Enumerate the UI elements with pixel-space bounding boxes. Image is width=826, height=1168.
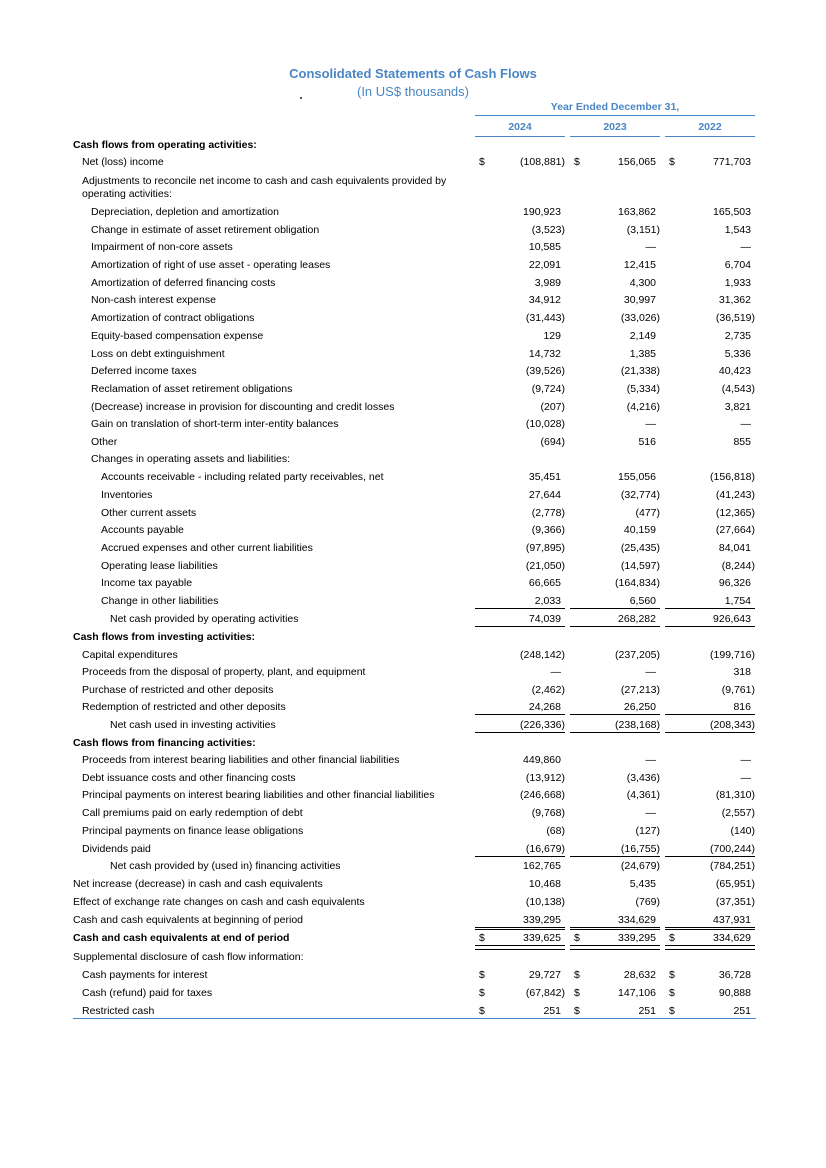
currency-symbol: $ bbox=[574, 969, 580, 981]
row-label: Cash and cash equivalents at end of period bbox=[73, 932, 290, 944]
value-cell: (41,243) bbox=[715, 489, 755, 501]
value-cell: 2,033 bbox=[534, 595, 561, 607]
value-cell: 10,468 bbox=[528, 878, 561, 890]
value-cell: (33,026) bbox=[620, 312, 660, 324]
row-label: Cash and cash equivalents at beginning of period bbox=[73, 914, 303, 926]
row-label: Change in estimate of asset retirement obligation bbox=[91, 224, 320, 236]
subtotal-rule bbox=[570, 626, 660, 627]
statement-title: Consolidated Statements of Cash Flows bbox=[289, 66, 537, 81]
value-cell: (2,462) bbox=[531, 684, 565, 696]
value-cell: (21,338) bbox=[620, 365, 660, 377]
value-cell: 334,629 bbox=[618, 914, 656, 926]
currency-symbol: $ bbox=[669, 1005, 675, 1017]
value-cell: (784,251) bbox=[710, 860, 755, 872]
row-label: Net cash used in investing activities bbox=[110, 719, 276, 731]
value-cell: 3,989 bbox=[534, 277, 561, 289]
value-cell: 90,888 bbox=[718, 987, 751, 999]
value-cell: (97,895) bbox=[525, 542, 565, 554]
currency-symbol: $ bbox=[479, 969, 485, 981]
currency-symbol: $ bbox=[574, 156, 580, 168]
total-double-rule bbox=[570, 945, 660, 950]
value-cell: (14,597) bbox=[620, 560, 660, 572]
statement-subtitle: (In US$ thousands) bbox=[356, 84, 469, 99]
total-top-rule bbox=[570, 929, 660, 930]
value-cell: 163,862 bbox=[618, 206, 656, 218]
row-label: Purchase of restricted and other deposits bbox=[82, 684, 274, 696]
total-top-rule bbox=[665, 929, 755, 930]
row-label: Amortization of deferred financing costs bbox=[91, 277, 276, 289]
currency-symbol: $ bbox=[574, 932, 580, 944]
value-cell: 74,039 bbox=[528, 613, 561, 625]
row-label: Accrued expenses and other current liabilities bbox=[101, 542, 313, 554]
row-label: Impairment of non-core assets bbox=[91, 241, 233, 253]
value-cell: 24,268 bbox=[528, 701, 561, 713]
row-label: Principal payments on finance lease obligations bbox=[82, 825, 304, 837]
year-header-2023: 2023 bbox=[603, 121, 627, 133]
row-label: Accounts receivable - including related party receivables, net bbox=[101, 471, 384, 483]
row-label: Reclamation of asset retirement obligations bbox=[91, 383, 293, 395]
row-label: Cash payments for interest bbox=[82, 969, 208, 981]
subtotal-rule bbox=[475, 714, 565, 715]
row-label: Other current assets bbox=[101, 507, 197, 519]
value-cell: 449,860 bbox=[523, 754, 561, 766]
value-cell: 36,728 bbox=[718, 969, 751, 981]
value-cell: — bbox=[740, 418, 751, 430]
value-cell: 35,451 bbox=[528, 471, 561, 483]
value-cell: 66,665 bbox=[528, 577, 561, 589]
subtotal-rule bbox=[475, 856, 565, 857]
row-label: Restricted cash bbox=[82, 1005, 155, 1017]
value-cell: — bbox=[645, 666, 656, 678]
currency-symbol: $ bbox=[669, 156, 675, 168]
value-cell: 437,931 bbox=[713, 914, 751, 926]
value-cell: 3,821 bbox=[724, 401, 751, 413]
value-cell: (2,557) bbox=[721, 807, 755, 819]
value-cell: 165,503 bbox=[713, 206, 751, 218]
value-cell: 6,704 bbox=[724, 259, 751, 271]
row-label: Capital expenditures bbox=[82, 649, 178, 661]
value-cell: (8,244) bbox=[721, 560, 755, 572]
value-cell: (248,142) bbox=[520, 649, 565, 661]
value-cell: — bbox=[740, 241, 751, 253]
subtotal-rule bbox=[570, 856, 660, 857]
subtotal-rule bbox=[665, 626, 755, 627]
value-cell: (9,366) bbox=[531, 524, 565, 536]
value-cell: (127) bbox=[635, 825, 660, 837]
value-cell: (5,334) bbox=[626, 383, 660, 395]
value-cell: 251 bbox=[733, 1005, 751, 1017]
value-cell: (3,151) bbox=[626, 224, 660, 236]
value-cell: 40,159 bbox=[623, 524, 656, 536]
row-label: Dividends paid bbox=[82, 843, 151, 855]
value-cell: (156,818) bbox=[710, 471, 755, 483]
value-cell: 14,732 bbox=[528, 348, 561, 360]
value-cell: (9,768) bbox=[531, 807, 565, 819]
value-cell: — bbox=[645, 754, 656, 766]
subtotal-rule bbox=[475, 927, 565, 928]
total-double-rule bbox=[475, 945, 565, 950]
value-cell: — bbox=[550, 666, 561, 678]
currency-symbol: $ bbox=[479, 987, 485, 999]
value-cell: (477) bbox=[635, 507, 660, 519]
value-cell: 339,295 bbox=[523, 914, 561, 926]
subtotal-rule bbox=[665, 927, 755, 928]
row-label: Net cash provided by (used in) financing activities bbox=[110, 860, 341, 872]
value-cell: 251 bbox=[638, 1005, 656, 1017]
subtotal-rule bbox=[665, 732, 755, 733]
subtotal-rule bbox=[475, 626, 565, 627]
row-label: Changes in operating assets and liabilities: bbox=[91, 453, 291, 465]
value-cell: — bbox=[645, 418, 656, 430]
value-cell: (207) bbox=[540, 401, 565, 413]
value-cell: (246,668) bbox=[520, 789, 565, 801]
currency-symbol: $ bbox=[479, 932, 485, 944]
row-label: Amortization of contract obligations bbox=[91, 312, 255, 324]
table-bottom-rule bbox=[73, 1018, 756, 1019]
value-cell: 34,912 bbox=[528, 294, 561, 306]
value-cell: 27,644 bbox=[528, 489, 561, 501]
row-label: Gain on translation of short-term inter-entity balances bbox=[91, 418, 339, 430]
subtotal-rule bbox=[475, 732, 565, 733]
total-double-rule bbox=[665, 945, 755, 950]
value-cell: 339,625 bbox=[523, 932, 561, 944]
row-label: Debt issuance costs and other financing costs bbox=[82, 772, 296, 784]
value-cell: (65,951) bbox=[715, 878, 755, 890]
value-cell: (12,365) bbox=[715, 507, 755, 519]
row-label: Change in other liabilities bbox=[101, 595, 219, 607]
value-cell: (9,724) bbox=[531, 383, 565, 395]
value-cell: (140) bbox=[730, 825, 755, 837]
row-label: Non-cash interest expense bbox=[91, 294, 216, 306]
subtotal-rule bbox=[665, 608, 755, 609]
value-cell: 162,765 bbox=[523, 860, 561, 872]
subtotal-rule bbox=[665, 856, 755, 857]
row-label: Other bbox=[91, 436, 118, 448]
currency-symbol: $ bbox=[574, 1005, 580, 1017]
row-label: Equity-based compensation expense bbox=[91, 330, 264, 342]
row-label: Inventories bbox=[101, 489, 153, 501]
row-label: Effect of exchange rate changes on cash and cash equivalents bbox=[73, 896, 365, 908]
value-cell: 31,362 bbox=[718, 294, 751, 306]
row-label: Cash (refund) paid for taxes bbox=[82, 987, 213, 999]
subtotal-rule bbox=[570, 714, 660, 715]
row-label: Net (loss) income bbox=[82, 156, 164, 168]
row-label: Depreciation, depletion and amortization bbox=[91, 206, 279, 218]
value-cell: 2,735 bbox=[724, 330, 751, 342]
row-label: Proceeds from the disposal of property, plant, and equipment bbox=[82, 666, 366, 678]
value-cell: (4,543) bbox=[721, 383, 755, 395]
currency-symbol: $ bbox=[574, 987, 580, 999]
value-cell: (27,213) bbox=[620, 684, 660, 696]
row-label: Redemption of restricted and other deposits bbox=[82, 701, 286, 713]
currency-symbol: $ bbox=[669, 969, 675, 981]
value-cell: 29,727 bbox=[528, 969, 561, 981]
value-cell: 1,543 bbox=[724, 224, 751, 236]
value-cell: 190,923 bbox=[523, 206, 561, 218]
subtotal-rule bbox=[475, 608, 565, 609]
period-header: Year Ended December 31, bbox=[550, 101, 680, 113]
total-top-rule bbox=[475, 929, 565, 930]
row-label: Net cash provided by operating activities bbox=[110, 613, 299, 625]
value-cell: (3,523) bbox=[531, 224, 565, 236]
year-header-2022: 2022 bbox=[698, 121, 722, 133]
value-cell: 516 bbox=[638, 436, 656, 448]
value-cell: 251 bbox=[543, 1005, 561, 1017]
value-cell: 855 bbox=[733, 436, 751, 448]
row-label: Loss on debt extinguishment bbox=[91, 348, 225, 360]
value-cell: 30,997 bbox=[623, 294, 656, 306]
row-label: Amortization of right of use asset - operating leases bbox=[91, 259, 331, 271]
value-cell: 268,282 bbox=[618, 613, 656, 625]
currency-symbol: $ bbox=[669, 987, 675, 999]
value-cell: 816 bbox=[733, 701, 751, 713]
value-cell: (39,526) bbox=[525, 365, 565, 377]
value-cell: 22,091 bbox=[528, 259, 561, 271]
value-cell: 10,585 bbox=[528, 241, 561, 253]
currency-symbol: $ bbox=[479, 1005, 485, 1017]
value-cell: (108,881) bbox=[520, 156, 565, 168]
value-cell: (16,755) bbox=[620, 843, 660, 855]
value-cell: 155,056 bbox=[618, 471, 656, 483]
subtotal-rule bbox=[570, 732, 660, 733]
row-label: Call premiums paid on early redemption of debt bbox=[82, 807, 303, 819]
value-cell: 12,415 bbox=[623, 259, 656, 271]
value-cell: 84,041 bbox=[718, 542, 751, 554]
value-cell: (208,343) bbox=[710, 719, 755, 731]
row-label: Proceeds from interest bearing liabilities and other financial liabilities bbox=[82, 754, 400, 766]
row-label: Deferred income taxes bbox=[91, 365, 197, 377]
value-cell: (13,912) bbox=[525, 772, 565, 784]
value-cell: (700,244) bbox=[710, 843, 755, 855]
value-cell: (237,205) bbox=[615, 649, 660, 661]
value-cell: 1,933 bbox=[724, 277, 751, 289]
value-cell: 28,632 bbox=[623, 969, 656, 981]
value-cell: (37,351) bbox=[715, 896, 755, 908]
row-label: Cash flows from operating activities: bbox=[73, 139, 257, 151]
value-cell: 339,295 bbox=[618, 932, 656, 944]
subtotal-rule bbox=[665, 714, 755, 715]
value-cell: (4,361) bbox=[626, 789, 660, 801]
value-cell: 5,435 bbox=[629, 878, 656, 890]
value-cell: 96,326 bbox=[718, 577, 751, 589]
value-cell: (238,168) bbox=[615, 719, 660, 731]
value-cell: (32,774) bbox=[620, 489, 660, 501]
currency-symbol: $ bbox=[669, 932, 675, 944]
value-cell: (27,664) bbox=[715, 524, 755, 536]
value-cell: (36,519) bbox=[715, 312, 755, 324]
row-label: Cash flows from investing activities: bbox=[73, 631, 256, 643]
value-cell: (4,216) bbox=[626, 401, 660, 413]
row-label: Income tax payable bbox=[101, 577, 193, 589]
value-cell: (21,050) bbox=[525, 560, 565, 572]
value-cell: (25,435) bbox=[620, 542, 660, 554]
value-cell: (3,436) bbox=[626, 772, 660, 784]
value-cell: (164,834) bbox=[615, 577, 660, 589]
value-cell: — bbox=[645, 241, 656, 253]
value-cell: — bbox=[740, 772, 751, 784]
value-cell: (9,761) bbox=[721, 684, 755, 696]
value-cell: (67,842) bbox=[525, 987, 565, 999]
currency-symbol: $ bbox=[479, 156, 485, 168]
row-label: Supplemental disclosure of cash flow information: bbox=[73, 951, 304, 963]
value-cell: 1,754 bbox=[724, 595, 751, 607]
row-label: Adjustments to reconcile net income to cash and cash equivalents provided by operating activities: bbox=[82, 175, 447, 200]
value-cell: 318 bbox=[733, 666, 751, 678]
row-label: Principal payments on interest bearing liabilities and other financial liabilities bbox=[82, 789, 435, 801]
value-cell: (24,679) bbox=[620, 860, 660, 872]
value-cell: (16,679) bbox=[525, 843, 565, 855]
value-cell: (694) bbox=[540, 436, 565, 448]
value-cell: 4,300 bbox=[629, 277, 656, 289]
row-label: Net increase (decrease) in cash and cash equivalents bbox=[73, 878, 323, 890]
value-cell: (81,310) bbox=[715, 789, 755, 801]
value-cell: (226,336) bbox=[520, 719, 565, 731]
value-cell: (769) bbox=[635, 896, 660, 908]
value-cell: 26,250 bbox=[623, 701, 656, 713]
value-cell: 5,336 bbox=[724, 348, 751, 360]
subtotal-rule bbox=[570, 608, 660, 609]
value-cell: 926,643 bbox=[713, 613, 751, 625]
value-cell: (10,028) bbox=[525, 418, 565, 430]
value-cell: 334,629 bbox=[713, 932, 751, 944]
value-cell: (2,778) bbox=[531, 507, 565, 519]
value-cell: (68) bbox=[546, 825, 565, 837]
value-cell: 147,106 bbox=[618, 987, 656, 999]
value-cell: 129 bbox=[543, 330, 561, 342]
value-cell: 6,560 bbox=[629, 595, 656, 607]
row-label: Accounts payable bbox=[101, 524, 184, 536]
row-label: (Decrease) increase in provision for discounting and credit losses bbox=[91, 401, 395, 413]
value-cell: 40,423 bbox=[718, 365, 751, 377]
value-cell: 156,065 bbox=[618, 156, 656, 168]
value-cell: — bbox=[645, 807, 656, 819]
value-cell: 2,149 bbox=[629, 330, 656, 342]
value-cell: 771,703 bbox=[713, 156, 751, 168]
value-cell: 1,385 bbox=[629, 348, 656, 360]
value-cell: — bbox=[740, 754, 751, 766]
subtotal-rule bbox=[570, 927, 660, 928]
row-label: Operating lease liabilities bbox=[101, 560, 218, 572]
row-label: Cash flows from financing activities: bbox=[73, 737, 256, 749]
value-cell: (10,138) bbox=[525, 896, 565, 908]
value-cell: (199,716) bbox=[710, 649, 755, 661]
value-cell: (31,443) bbox=[525, 312, 565, 324]
year-header-2024: 2024 bbox=[508, 121, 532, 133]
